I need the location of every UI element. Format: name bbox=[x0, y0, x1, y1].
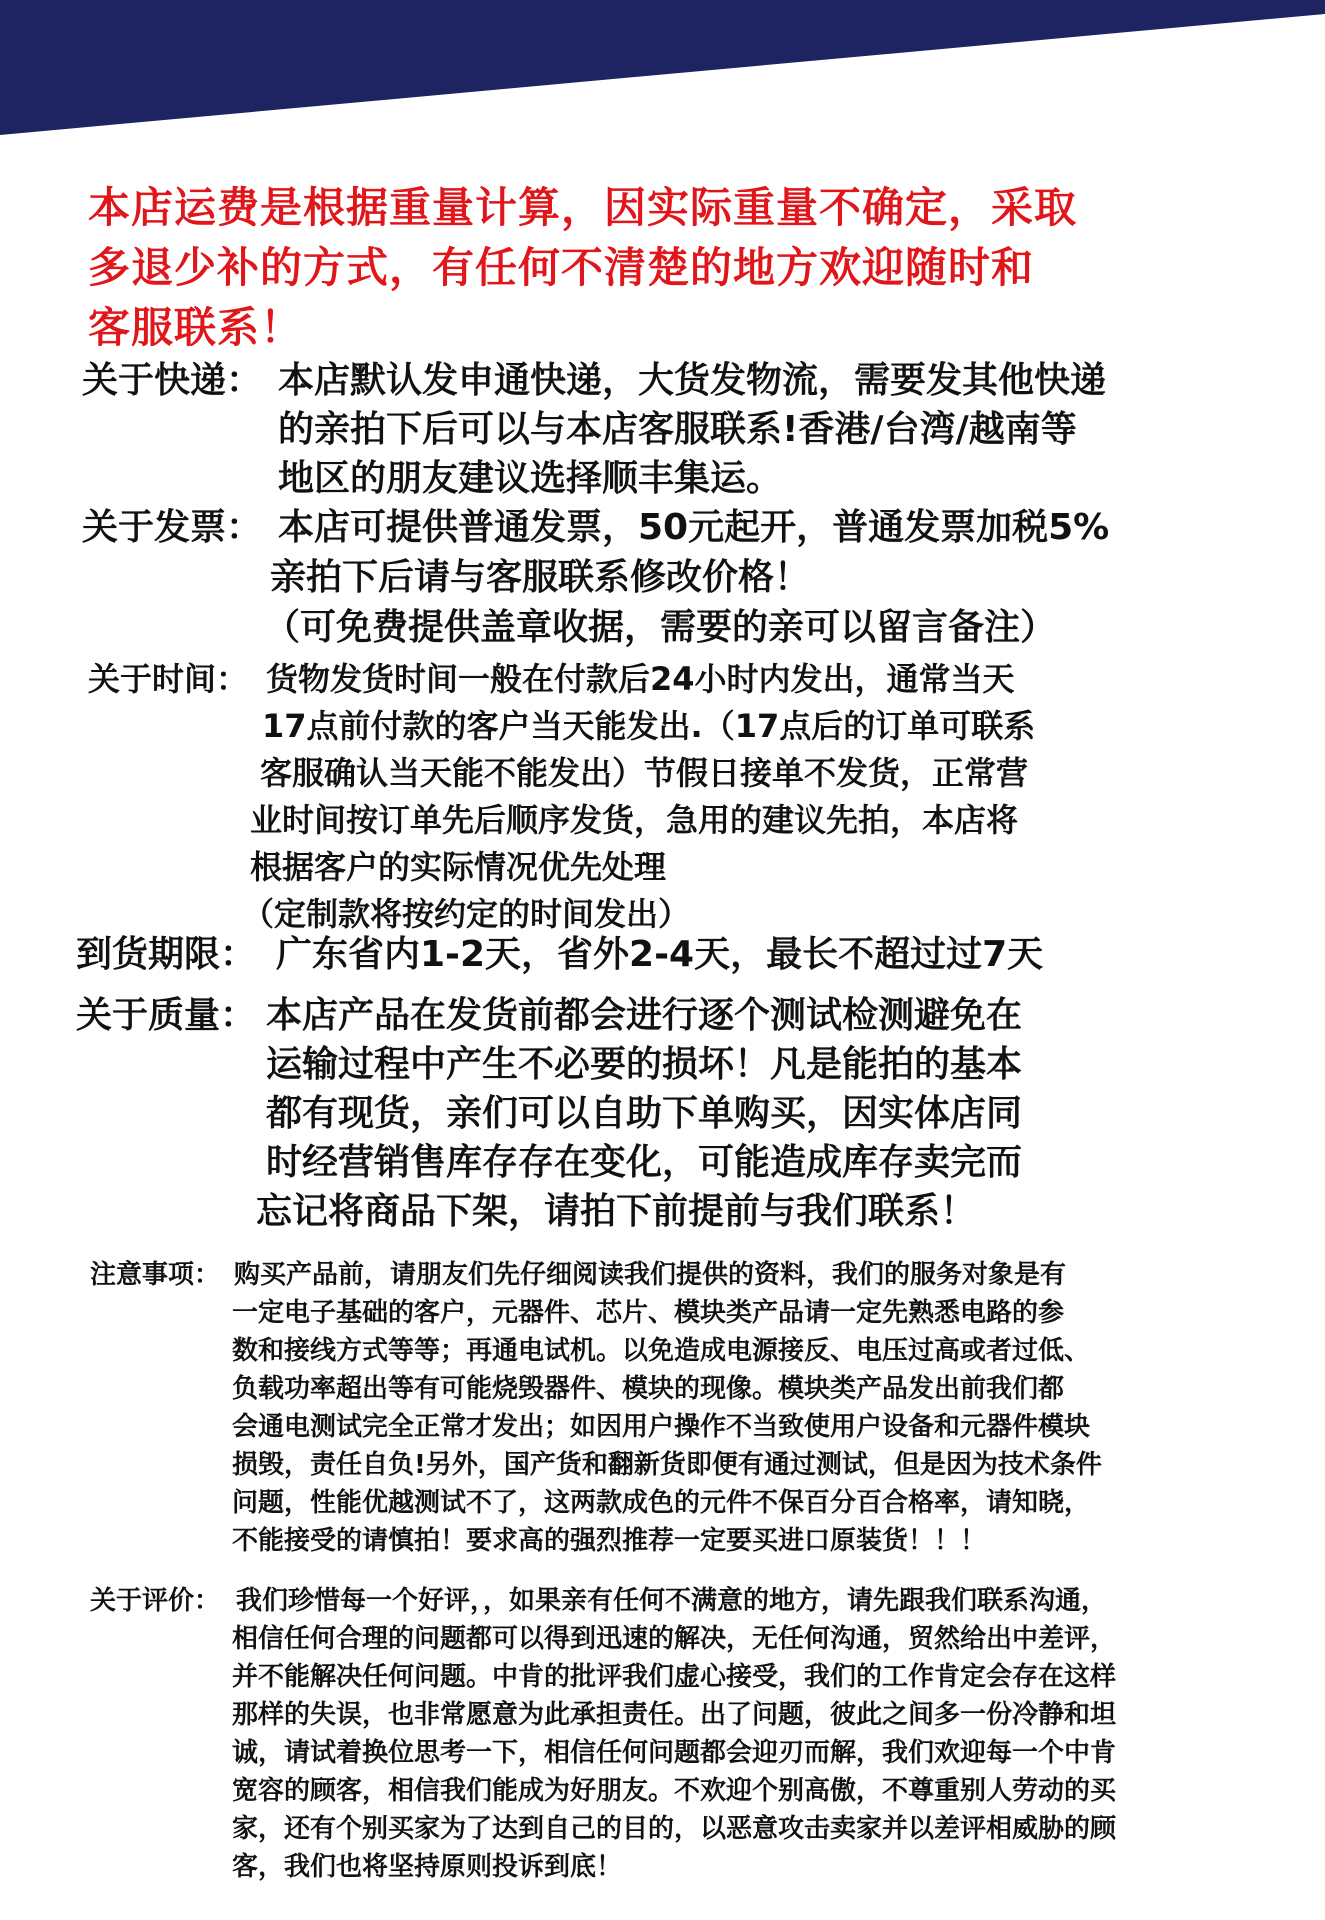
section-line: （定制款将按约定的时间发出） bbox=[242, 895, 691, 933]
section-line: 都有现货，亲们可以自助下单购买，因实体店同 bbox=[266, 1093, 1023, 1134]
section-line: 并不能解决任何问题。中肯的批评我们虚心接受，我们的工作肯定会存在这样 bbox=[232, 1662, 1117, 1692]
section-label: 关于时间： bbox=[88, 660, 249, 698]
section-line: 宽容的顾客，相信我们能成为好朋友。不欢迎个别高傲，不尊重别人劳动的买 bbox=[232, 1776, 1117, 1806]
section-line: 购买产品前，请朋友们先仔细阅读我们提供的资料，我们的服务对象是有 bbox=[234, 1260, 1067, 1290]
notice-line: 多退少补的方式，有任何不清楚的地方欢迎随时和 bbox=[88, 243, 1035, 292]
section-line: 家，还有个别买家为了达到自己的目的，以恶意攻击卖家并以差评相威胁的顾 bbox=[232, 1814, 1117, 1844]
section-line: 本店可提供普通发票，50元起开，普通发票加税5% bbox=[278, 507, 1110, 548]
section-line: 忘记将商品下架，请拍下前提前与我们联系！ bbox=[256, 1191, 977, 1232]
section-line: 相信任何合理的问题都可以得到迅速的解决，无任何沟通，贸然给出中差评， bbox=[232, 1624, 1117, 1654]
section-line: 负载功率超出等有可能烧毁器件、模块的现像。模块类产品发出前我们都 bbox=[232, 1374, 1065, 1404]
section-line: 时经营销售库存存在变化，可能造成库存卖完而 bbox=[266, 1142, 1023, 1183]
section-line: 运输过程中产生不必要的损坏！凡是能拍的基本 bbox=[266, 1044, 1023, 1085]
section-label: 关于快递： bbox=[82, 360, 263, 401]
section-line: 我们珍惜每一个好评，，如果亲有任何不满意的地方，请先跟我们联系沟通， bbox=[236, 1586, 1108, 1616]
notice-line: 本店运费是根据重量计算，因实际重量不确定，采取 bbox=[88, 183, 1078, 232]
section-line: 的亲拍下后可以与本店客服联系!香港/台湾/越南等 bbox=[278, 409, 1077, 450]
section-label: 关于发票： bbox=[82, 507, 263, 548]
section-line: 会通电测试完全正常才发出；如因用户操作不当致使用户设备和元器件模块 bbox=[232, 1412, 1091, 1442]
shipping-fee-notice bbox=[88, 178, 1238, 358]
banner-shape bbox=[0, 0, 1325, 140]
section-label: 关于质量： bbox=[76, 995, 257, 1036]
section-line: 损毁，责任自负!另外，国产货和翻新货即便有通过测试，但是因为技术条件 bbox=[232, 1450, 1102, 1480]
section-line: 货物发货时间一般在付款后24小时内发出，通常当天 bbox=[266, 660, 1015, 698]
section-line: （可免费提供盖章收据，需要的亲可以留言备注） bbox=[264, 607, 1057, 648]
section-line: 客服确认当天能不能发出）节假日接单不发货，正常营 bbox=[260, 754, 1029, 792]
section-line: 问题，性能优越测试不了，这两款成色的元件不保百分百合格率，请知晓， bbox=[232, 1488, 1091, 1518]
section-line: 广东省内1-2天，省外2-4天，最长不超过过7天 bbox=[276, 934, 1044, 975]
section-line: 本店产品在发货前都会进行逐个测试检测避免在 bbox=[266, 995, 1023, 1036]
section-line: 本店默认发申通快递，大货发物流，需要发其他快递 bbox=[278, 360, 1107, 401]
header-banner bbox=[0, 0, 1325, 140]
section-label: 关于评价： bbox=[90, 1586, 221, 1616]
section-label: 注意事项： bbox=[90, 1260, 221, 1290]
section-line: 那样的失误，也非常愿意为此承担责任。出了问题，彼此之间多一份冷静和坦 bbox=[232, 1700, 1117, 1730]
section-line: 诚，请试着换位思考一下，相信任何问题都会迎刃而解，我们欢迎每一个中肯 bbox=[232, 1738, 1117, 1768]
section-line: 地区的朋友建议选择顺丰集运。 bbox=[278, 458, 783, 499]
section-line: 业时间按订单先后顺序发货，急用的建议先拍，本店将 bbox=[250, 801, 1019, 839]
section-line: 亲拍下后请与客服联系修改价格！ bbox=[270, 557, 811, 598]
section-line: 一定电子基础的客户，元器件、芯片、模块类产品请一定先熟悉电路的参 bbox=[232, 1298, 1065, 1328]
section-label: 到货期限： bbox=[76, 934, 257, 975]
section-line: 17点前付款的客户当天能发出.（17点后的订单可联系 bbox=[262, 707, 1036, 745]
section-line: 数和接线方式等等；再通电试机。以免造成电源接反、电压过高或者过低、 bbox=[232, 1336, 1091, 1366]
section-line: 不能接受的请慎拍！要求高的强烈推荐一定要买进口原装货！！！ bbox=[232, 1526, 987, 1556]
section-line: 客，我们也将坚持原则投诉到底！ bbox=[232, 1852, 623, 1882]
notice-line: 客服联系！ bbox=[88, 303, 304, 352]
section-line: 根据客户的实际情况优先处理 bbox=[250, 848, 667, 886]
